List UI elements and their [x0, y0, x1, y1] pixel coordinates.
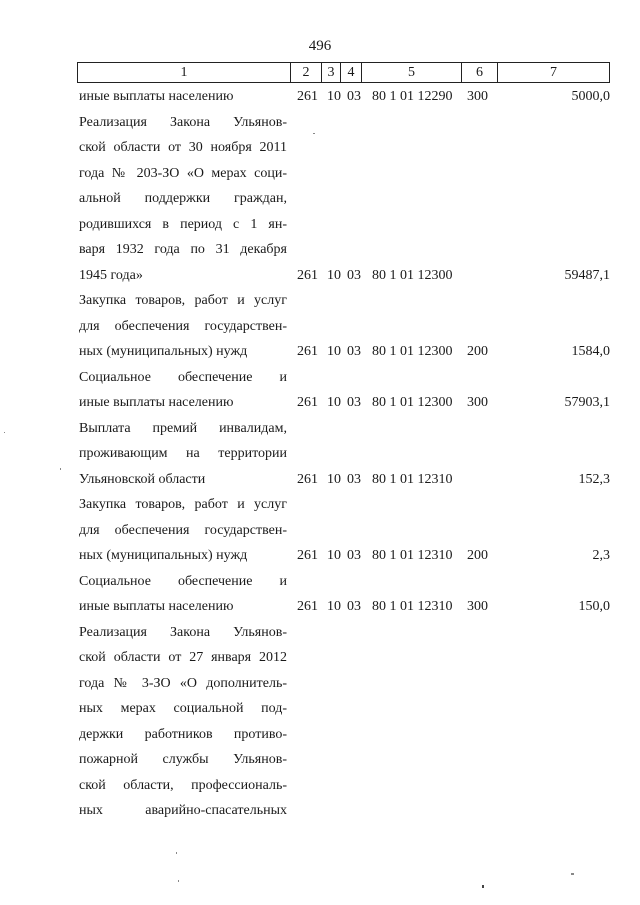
description-line: пожарной службы Ульянов- — [79, 752, 287, 767]
code-ministry: 261 — [297, 267, 318, 283]
description-line: ных мерах социальной под- — [79, 701, 287, 716]
description-line: иные выплаты населению — [79, 395, 234, 410]
code-section: 10 — [327, 267, 341, 283]
code-target-item: 80 1 01 12300 — [372, 267, 453, 283]
scan-speck — [176, 852, 177, 854]
description-line: иные выплаты населению — [79, 89, 234, 104]
code-section: 10 — [327, 471, 341, 487]
description-line: Социальное обеспечение и — [79, 573, 287, 589]
row-description — [79, 365, 287, 416]
header-col-7: 7 — [497, 63, 609, 82]
description-line: Реализация Закона Ульянов- — [79, 114, 287, 130]
code-section: 10 — [327, 599, 341, 614]
row-description — [79, 492, 287, 569]
code-subsection: 03 — [347, 267, 361, 283]
description-line: ных аварийно-спасательных — [79, 803, 287, 818]
code-section: 10 — [327, 344, 341, 359]
code-section: 10 — [327, 89, 341, 104]
code-target-item: 80 1 01 12300 — [372, 395, 453, 410]
header-col-1: 1 — [180, 65, 188, 80]
code-subsection: 03 — [347, 548, 361, 563]
scan-speck — [178, 880, 179, 882]
page-number: 496 — [308, 38, 332, 54]
description-line: альной поддержки граждан, — [79, 191, 287, 206]
description-line: проживающим на территории — [79, 446, 287, 461]
description-line: Закупка товаров, работ и услуг — [79, 497, 287, 512]
code-target-item: 80 1 01 12300 — [372, 344, 453, 359]
code-subsection: 03 — [347, 599, 361, 614]
description-line: ской области от 27 января 2012 — [79, 650, 287, 665]
header-col-2: 2 — [290, 63, 321, 82]
description-line: держки работников противо- — [79, 726, 287, 742]
row-description — [79, 288, 287, 365]
description-line: для обеспечения государствен- — [79, 522, 287, 538]
amount: 5000,0 — [571, 89, 610, 104]
scan-speck — [571, 873, 574, 875]
code-ministry: 261 — [297, 344, 318, 359]
code-expense-type: 200 — [467, 344, 488, 359]
amount: 57903,1 — [564, 395, 610, 410]
header-col-5: 5 — [361, 63, 461, 82]
row-description — [79, 84, 287, 110]
amount: 152,3 — [578, 471, 610, 487]
code-expense-type: 300 — [467, 395, 488, 410]
description-line: Ульяновской области — [79, 471, 206, 487]
row-description — [79, 110, 287, 289]
amount: 1584,0 — [571, 344, 610, 359]
amount: 59487,1 — [564, 267, 610, 283]
row-description — [79, 620, 287, 824]
table-header — [77, 62, 610, 83]
code-ministry: 261 — [297, 599, 318, 614]
description-line: ской области, профессиональ- — [79, 777, 287, 793]
code-expense-type: 300 — [467, 89, 488, 104]
amount: 150,0 — [578, 599, 610, 614]
code-subsection: 03 — [347, 89, 361, 104]
code-subsection: 03 — [347, 344, 361, 359]
description-line: родившихся в период с 1 ян- — [79, 216, 287, 232]
code-section: 10 — [327, 395, 341, 410]
code-section: 10 — [327, 548, 341, 563]
code-ministry: 261 — [297, 395, 318, 410]
code-expense-type: 300 — [467, 599, 488, 614]
row-description — [79, 416, 287, 493]
description-line: года № 203-ЗО «О мерах соци- — [79, 165, 287, 181]
description-line: года № 3-ЗО «О дополнитель- — [79, 675, 287, 691]
scan-speck — [60, 468, 61, 470]
scan-speck — [482, 885, 484, 888]
code-target-item: 80 1 01 12310 — [372, 471, 453, 487]
code-ministry: 261 — [297, 471, 318, 487]
description-line: варя 1932 года по 31 декабря — [79, 242, 287, 257]
header-col-6: 6 — [461, 63, 497, 82]
description-line: ных (муниципальных) нужд — [79, 548, 248, 563]
code-target-item: 80 1 01 12310 — [372, 548, 453, 563]
code-target-item: 80 1 01 12290 — [372, 89, 453, 104]
amount: 2,3 — [592, 548, 610, 563]
description-line: Закупка товаров, работ и услуг — [79, 293, 287, 308]
description-line: ных (муниципальных) нужд — [79, 344, 248, 359]
header-col-3: 3 — [321, 63, 340, 82]
description-line: для обеспечения государствен- — [79, 318, 287, 334]
code-ministry: 261 — [297, 548, 318, 563]
code-expense-type: 200 — [467, 548, 488, 563]
description-line: Реализация Закона Ульянов- — [79, 624, 287, 640]
description-line: иные выплаты населению — [79, 599, 234, 614]
scan-speck — [313, 133, 315, 134]
description-line: Выплата премий инвалидам, — [79, 420, 287, 436]
description-line: Социальное обеспечение и — [79, 369, 287, 385]
code-subsection: 03 — [347, 395, 361, 410]
code-subsection: 03 — [347, 471, 361, 487]
header-col-4: 4 — [340, 63, 361, 82]
description-line: 1945 года» — [79, 267, 143, 283]
description-line: ской области от 30 ноября 2011 — [79, 140, 287, 155]
code-ministry: 261 — [297, 89, 318, 104]
row-description — [79, 569, 287, 620]
scan-speck — [4, 432, 5, 433]
code-target-item: 80 1 01 12310 — [372, 599, 453, 614]
